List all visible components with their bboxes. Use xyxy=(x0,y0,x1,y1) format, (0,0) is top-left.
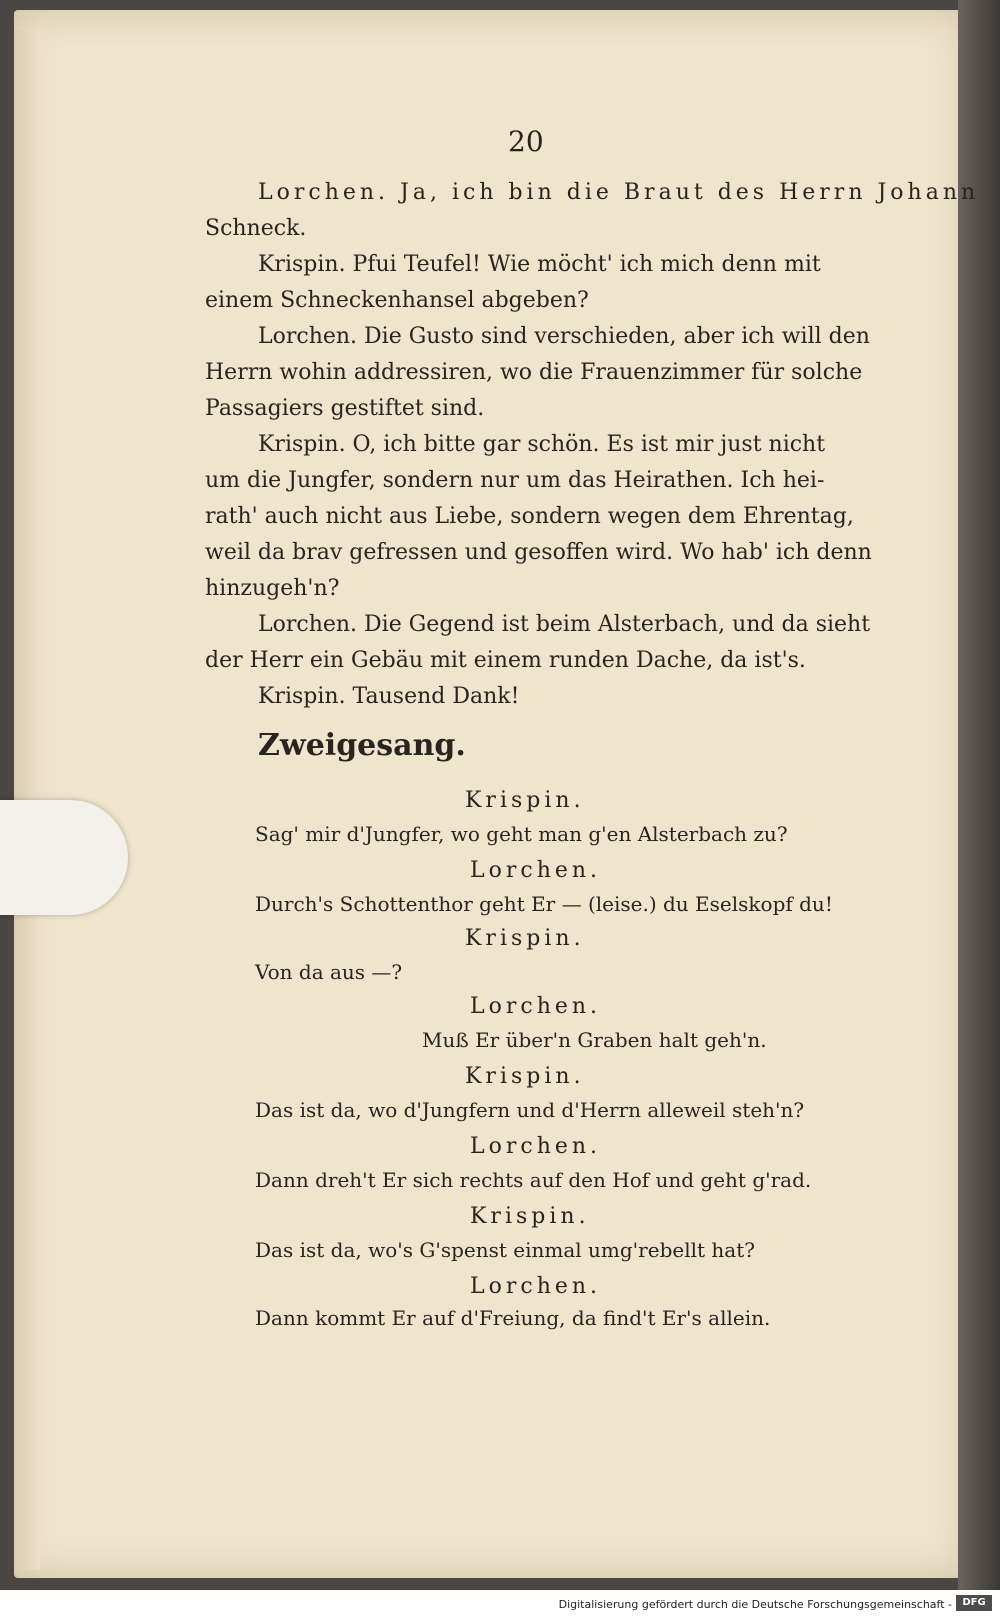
speaker-name: Krispin. xyxy=(465,926,585,951)
speaker-name: Krispin. xyxy=(465,788,585,813)
text-line: einem Schneckenhansel abgeben? xyxy=(205,288,589,313)
text-line: der Herr ein Gebäu mit einem runden Dache, da ist's. xyxy=(205,648,806,673)
text-line: Lorchen. Ja, ich bin die Braut des Herrn Johann xyxy=(258,180,980,205)
page-number: 20 xyxy=(508,125,544,158)
digitization-footer xyxy=(0,1590,1000,1618)
text-line: Schneck. xyxy=(205,216,307,241)
page-clip xyxy=(0,800,128,915)
verse-line: Muß Er über'n Graben halt geh'n. xyxy=(422,1028,767,1052)
text-line: Herrn wohin addressiren, wo die Frauenzimmer für solche xyxy=(205,360,863,385)
verse-line: Dann dreh't Er sich rechts auf den Hof und geht g'rad. xyxy=(255,1168,812,1192)
text-line: um die Jungfer, sondern nur um das Heirathen. Ich hei- xyxy=(205,468,825,493)
text-line: Krispin. Pfui Teufel! Wie möcht' ich mich denn mit xyxy=(258,252,821,277)
text-line: Krispin. Tausend Dank! xyxy=(258,684,520,709)
text-line: Passagiers gestiftet sind. xyxy=(205,396,485,421)
text-line: Krispin. O, ich bitte gar schön. Es ist mir just nicht xyxy=(258,432,826,457)
verse-line: Das ist da, wo's G'spenst einmal umg'rebellt hat? xyxy=(255,1238,755,1262)
text-line: rath' auch nicht aus Liebe, sondern wegen dem Ehrentag, xyxy=(205,504,854,529)
speaker-name: Lorchen. xyxy=(470,858,602,883)
dfg-logo: DFG xyxy=(956,1595,992,1611)
section-heading: Zweigesang. xyxy=(258,728,466,763)
verse-line: Das ist da, wo d'Jungfern und d'Herrn alleweil steh'n? xyxy=(255,1098,805,1122)
text-line: Lorchen. Die Gegend ist beim Alsterbach, und da sieht xyxy=(258,612,871,637)
speaker-name: Lorchen. xyxy=(470,1134,602,1159)
speaker-name: Lorchen. xyxy=(470,994,602,1019)
verse-line: Dann kommt Er auf d'Freiung, da find't Er's allein. xyxy=(255,1306,771,1330)
verse-line: Durch's Schottenthor geht Er — (leise.) du Eselskopf du! xyxy=(255,892,833,916)
text-line: Lorchen. Die Gusto sind verschieden, aber ich will den xyxy=(258,324,870,349)
speaker-name: Lorchen. xyxy=(470,1274,602,1299)
verse-line: Sag' mir d'Jungfer, wo geht man g'en Alsterbach zu? xyxy=(255,822,788,846)
speaker-name: Krispin. xyxy=(465,1064,585,1089)
speaker-name: Krispin. xyxy=(470,1204,590,1229)
footer-credit: Digitalisierung gefördert durch die Deutsche Forschungsgemeinschaft - xyxy=(558,1598,952,1611)
binding-edge xyxy=(958,0,1000,1590)
text-line: hinzugeh'n? xyxy=(205,576,340,601)
verse-line: Von da aus —? xyxy=(255,960,403,984)
text-line: weil da brav gefressen und gesoffen wird. Wo hab' ich denn xyxy=(205,540,872,565)
